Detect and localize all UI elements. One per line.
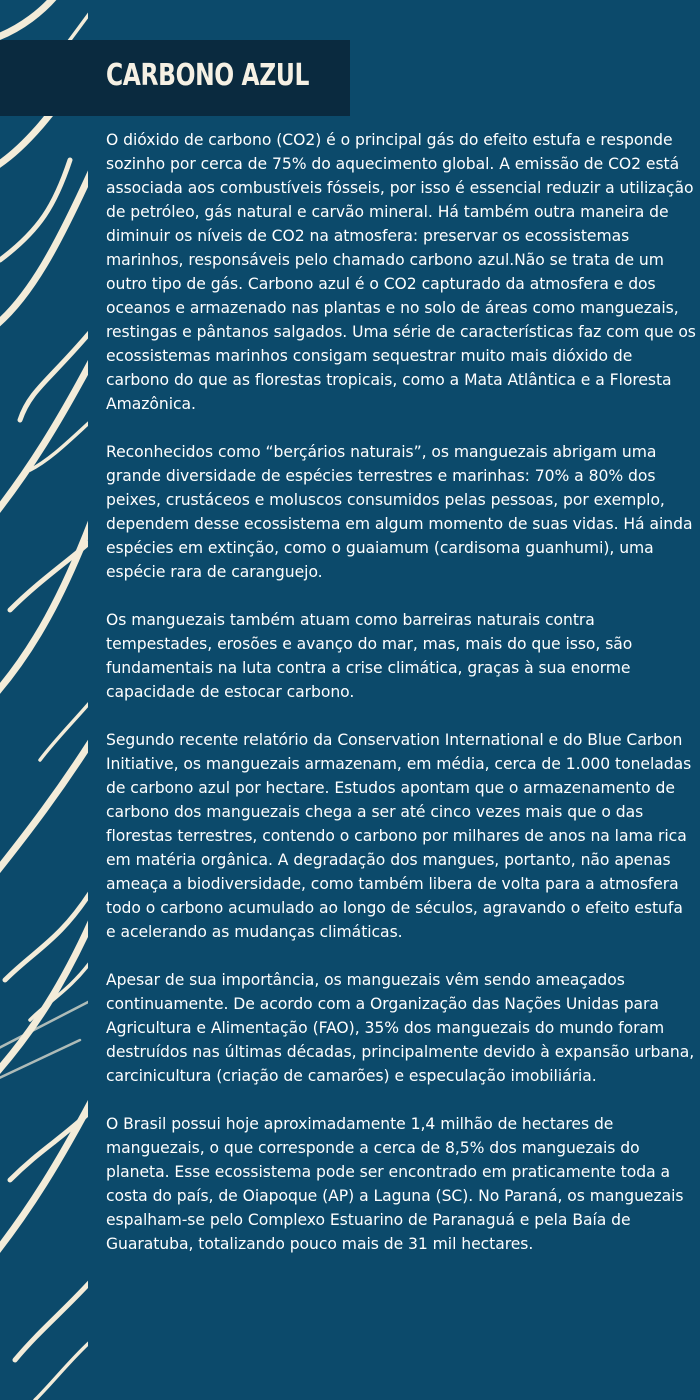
paragraph: Apesar de sua importância, os manguezais vêm sendo ameaçados continuamente. De acordo com a Organização das Nações Unidas para Agricultura e Alimentação (FAO), 35% dos manguezais do mundo foram destruídos nas últimas décadas, principalmente devido à expansão urbana, carcinicultura (criação de camarões) e especulação imobiliária. [106,971,695,1085]
mangrove-branches-icon [0,0,88,1400]
page-title: CARBONO AZUL [106,58,309,93]
article-body [106,128,696,1280]
paragraph: O dióxido de carbono (CO2) é o principal gás do efeito estufa e responde sozinho por cerca de 75% do aquecimento global. A emissão de CO2 está associada aos combustíveis fósseis, por isso é essencial reduzir a utilização de petróleo, gás natural e carvão mineral. Há também outra maneira de diminuir os níveis de CO2 na atmosfera: preservar os ecossistemas marinhos, responsáveis pelo chamado carbono azul.Não se trata de um outro tipo de gás. Carbono azul é o CO2 capturado da atmosfera e dos oceanos e armazenado nas plantas e no solo de áreas como manguezais, restingas e pântanos salgados. Uma série de características faz com que os ecossistemas marinhos consigam sequestrar muito mais dióxido de carbono do que as florestas tropicais, como a Mata Atlântica e a Floresta Amazônica. [106,131,696,413]
paragraph: Reconhecidos como “berçários naturais”, os manguezais abrigam uma grande diversidade de espécies terrestres e marinhas: 70% a 80% dos peixes, crustáceos e moluscos consumidos pelas pessoas, por exemplo, dependem desse ecossistema em algum momento de suas vidas. Há ainda espécies em extinção, como o guaiamum (cardisoma guanhumi), uma espécie rara de caranguejo. [106,443,693,581]
paragraph: Os manguezais também atuam como barreiras naturais contra tempestades, erosões e avanço do mar, mas, mais do que isso, são fundamentais na luta contra a crise climática, graças à sua enorme capacidade de estocar carbono. [106,611,633,701]
paragraph: O Brasil possui hoje aproximadamente 1,4 milhão de hectares de manguezais, o que corresponde a cerca de 8,5% dos manguezais do planeta. Esse ecossistema pode ser encontrado em praticamente toda a costa do país, de Oiapoque (AP) a Laguna (SC). No Paraná, os manguezais espalham-se pelo Complexo Estuarino de Paranaguá e pela Baía de Guaratuba, totalizando pouco mais de 31 mil hectares. [106,1115,684,1253]
paragraph: Segundo recente relatório da Conservation International e do Blue Carbon Initiative, os manguezais armazenam, em média, cerca de 1.000 toneladas de carbono azul por hectare. Estudos apontam que o armazenamento de carbono dos manguezais chega a ser até cinco vezes mais que o das florestas terrestres, contendo o carbono por milhares de anos na lama rica em matéria orgânica. A degradação dos mangues, portanto, não apenas ameaça a biodiversidade, como também libera de volta para a atmosfera todo o carbono acumulado ao longo de séculos, agravando o efeito estufa e acelerando as mudanças climáticas. [106,731,692,941]
